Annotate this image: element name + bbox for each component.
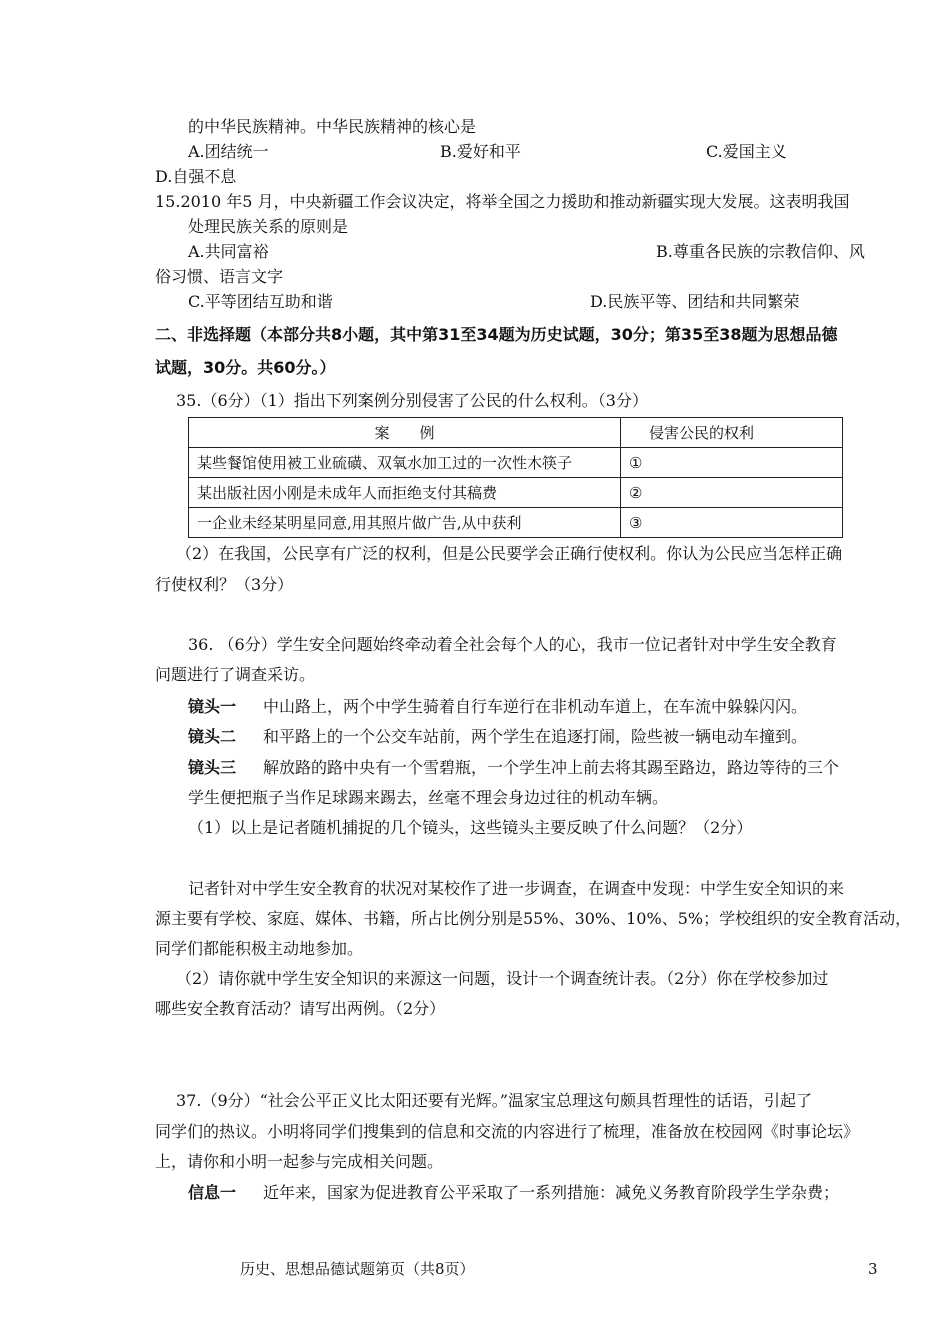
- table-row: [189, 508, 843, 538]
- rights-table-header-right: 侵害公民的权利: [621, 418, 843, 448]
- section2-heading-line1: 二、非选择题（本部分共8小题，其中第31至34题为历史试题，30分；第35至38题为思想品德: [155, 325, 838, 344]
- rights-table-header-case: 案 例: [189, 418, 621, 448]
- q15-option-d: D.民族平等、团结和共同繁荣: [590, 292, 800, 311]
- q15-option-b-part2: 俗习惯、语言文字: [155, 267, 284, 286]
- footer-title: 历史、思想品德试题第页（共8页）: [240, 1260, 475, 1278]
- q36-shot3-text-cont: 学生便把瓶子当作足球踢来踢去，丝毫不理会身边过往的机动车辆。: [188, 788, 669, 807]
- q36-para-line2: 源主要有学校、家庭、媒体、书籍，所占比例分别是55%、30%、10%、5%；学校组织的安全教育活动，: [155, 909, 912, 928]
- q14-option-c: C.爱国主义: [706, 142, 787, 161]
- q36-shot2-label: 镜头二: [188, 727, 237, 746]
- page-number: 3: [868, 1260, 878, 1278]
- q14-stem-tail: 的中华民族精神。中华民族精神的核心是: [188, 117, 477, 136]
- q15-option-a: A.共同富裕: [188, 242, 269, 261]
- q37-intro-line3: 上，请你和小明一起参与完成相关问题。: [155, 1152, 444, 1171]
- rights-case-3: 一企业未经某明星同意,用其照片做广告,从中获利: [189, 508, 621, 538]
- q36-shot3-text: 解放路的路中央有一个雪碧瓶，一个学生冲上前去将其踢至路边，路边等待的三个: [263, 758, 840, 777]
- q15-stem-line1: 15.2010 年5 月，中央新疆工作会议决定，将举全国之力援助和推动新疆实现大发展。这表明我国: [155, 192, 850, 211]
- q36-part2-line1: （2）请你就中学生安全知识的来源这一问题，设计一个调查统计表。（2分）你在学校参加过: [176, 969, 829, 988]
- rights-table-header-row: [189, 418, 843, 448]
- q14-option-d: D.自强不息: [155, 167, 237, 186]
- q15-option-c: C.平等团结互助和谐: [188, 292, 333, 311]
- q36-para-line3: 同学们都能积极主动地参加。: [155, 939, 364, 958]
- rights-answer-2: ②: [621, 478, 843, 508]
- q36-part1: （1）以上是记者随机捕捉的几个镜头，这些镜头主要反映了什么问题？（2分）: [188, 818, 753, 837]
- q36-shot3-label: 镜头三: [188, 758, 237, 777]
- q14-option-b: B.爱好和平: [440, 142, 521, 161]
- q36-part2-line2: 哪些安全教育活动？请写出两例。（2分）: [155, 999, 446, 1018]
- q37-intro-line1: 37.（9分）“社会公平正义比太阳还要有光辉。”温家宝总理这句颇具哲理性的话语，引起了: [176, 1091, 812, 1110]
- q36-shot1-label: 镜头一: [188, 697, 237, 716]
- q36-para-line1: 记者针对中学生安全教育的状况对某校作了进一步调查，在调查中发现：中学生安全知识的来: [188, 879, 845, 898]
- q37-intro-line2: 同学们的热议。小明将同学们搜集到的信息和交流的内容进行了梳理，准备放在校园网《时事论坛》: [155, 1122, 860, 1141]
- q36-intro-line2: 问题进行了调查采访。: [155, 665, 316, 684]
- q14-option-a: A.团结统一: [188, 142, 269, 161]
- rights-table: [188, 417, 843, 538]
- q36-intro-line1: 36. （6分）学生安全问题始终牵动着全社会每个人的心，我市一位记者针对中学生安全教育: [188, 635, 837, 654]
- q35-part2-line1: （2）在我国，公民享有广泛的权利，但是公民要学会正确行使权利。你认为公民应当怎样正确: [176, 544, 843, 563]
- table-row: [189, 478, 843, 508]
- q15-stem-line2: 处理民族关系的原则是: [188, 217, 349, 236]
- rights-answer-3: ③: [621, 508, 843, 538]
- rights-case-1: 某些餐馆使用被工业硫磺、双氧水加工过的一次性木筷子: [189, 448, 621, 478]
- rights-case-2: 某出版社因小刚是未成年人而拒绝支付其稿费: [189, 478, 621, 508]
- q37-info1-text: 近年来，国家为促进教育公平采取了一系列措施：减免义务教育阶段学生学杂费；: [263, 1183, 840, 1202]
- q35-intro: 35.（6分）（1）指出下列案例分别侵害了公民的什么权利。（3分）: [176, 391, 648, 410]
- section2-heading-line2: 试题，30分。共60分。）: [155, 358, 336, 377]
- table-row: [189, 448, 843, 478]
- rights-answer-1: ①: [621, 448, 843, 478]
- q36-shot1-text: 中山路上，两个中学生骑着自行车逆行在非机动车道上，在车流中躲躲闪闪。: [263, 697, 808, 716]
- q37-info1-label: 信息一: [188, 1183, 237, 1202]
- q35-part2-line2: 行使权利？（3分）: [155, 575, 294, 594]
- q36-shot2-text: 和平路上的一个公交车站前，两个学生在追逐打闹，险些被一辆电动车撞到。: [263, 727, 808, 746]
- q15-option-b-part1: B.尊重各民族的宗教信仰、风: [656, 242, 865, 261]
